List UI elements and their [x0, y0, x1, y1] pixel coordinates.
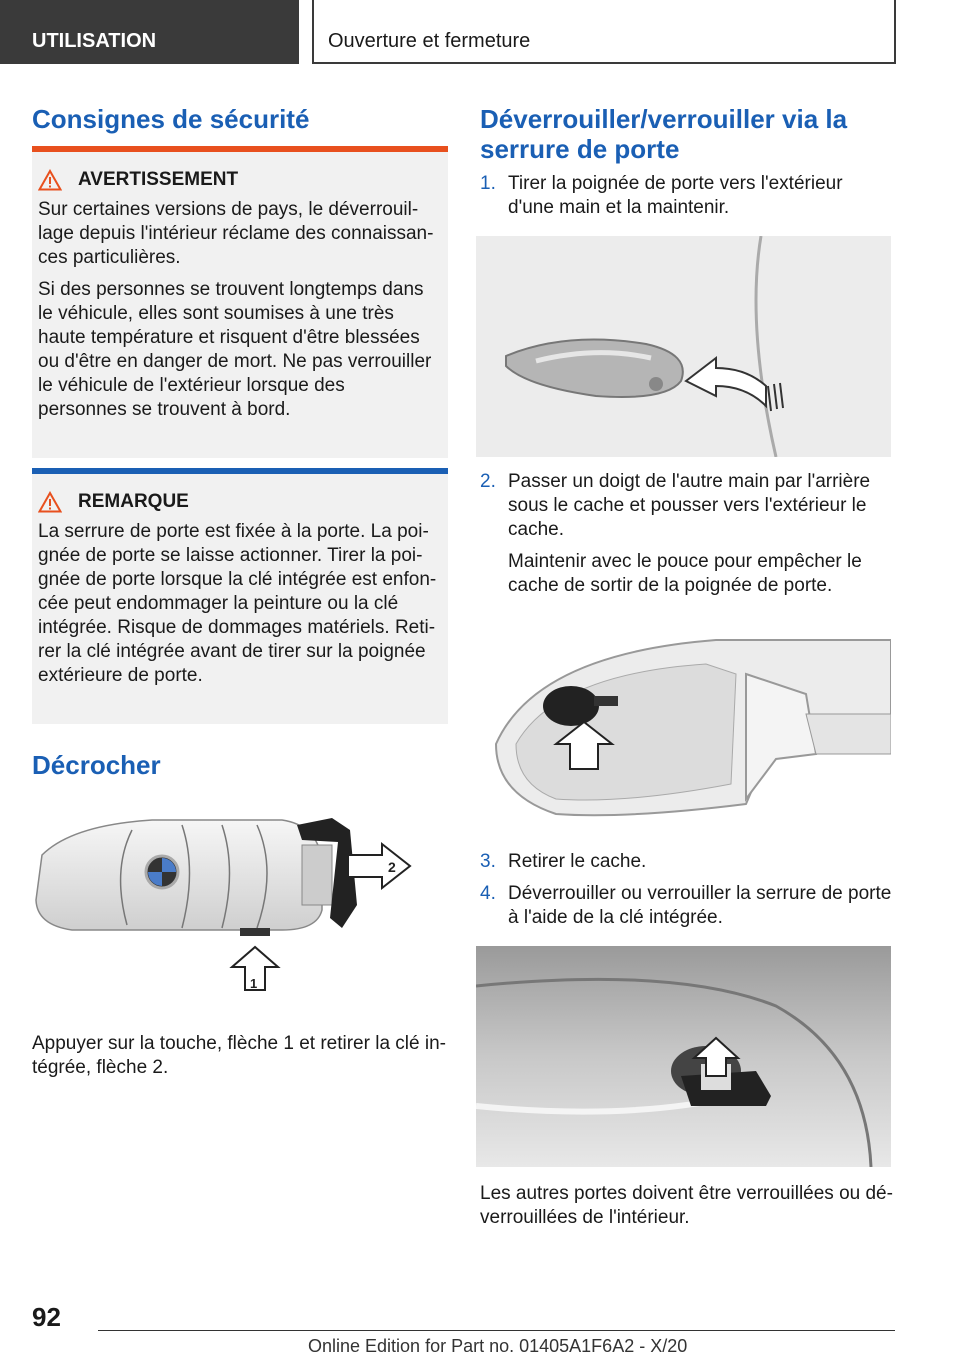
step-1	[480, 172, 892, 228]
footer-edition: Online Edition for Part no. 01405A1F6A2 - X/20	[308, 1336, 688, 1356]
warning-bar	[32, 146, 448, 152]
step-4	[480, 882, 892, 938]
warning-text-1: Sur certaines versions de pays, le déverrouillage depuis l'intérieur réclame des connaissances particulières.	[38, 199, 434, 268]
door-handle-photo	[476, 236, 891, 457]
heading-safety: Consignes de sécurité	[32, 104, 310, 134]
step-number: 4.	[480, 883, 496, 904]
section-tab	[0, 0, 299, 64]
section-title: UTILISATION	[32, 30, 157, 52]
arrow-2-label: 2	[388, 859, 396, 875]
heading-detach: Décrocher	[32, 750, 161, 780]
note-title: REMARQUE	[78, 491, 189, 512]
key-in-lock-photo	[476, 946, 891, 1167]
step-2	[480, 470, 892, 606]
warning-title: AVERTISSEMENT	[78, 169, 239, 190]
detach-caption: Appuyer sur la touche, flèche 1 et retirer la clé intégrée, flèche 2.	[32, 1033, 446, 1078]
warning-triangle-icon	[38, 491, 62, 513]
step-number: 2.	[480, 471, 496, 492]
chapter-tab	[312, 0, 896, 64]
closing-text: Les autres portes doivent être verrouillées ou déverrouillées de l'intérieur.	[480, 1183, 893, 1228]
warning-box	[32, 146, 448, 458]
step-text-2: Maintenir avec le pouce pour empêcher le cache de sortir de la poignée de porte.	[508, 551, 862, 596]
handle-cover-photo	[476, 634, 891, 828]
step-text: Tirer la poignée de porte vers l'extérieur d'une main et la maintenir.	[508, 173, 843, 218]
step-number: 1.	[480, 173, 496, 194]
footer-divider	[98, 1330, 895, 1331]
chapter-title: Ouverture et fermeture	[328, 30, 531, 52]
page-number: 92	[32, 1302, 61, 1332]
step-text: Passer un doigt de l'autre main par l'arrière sous le cache et pousser vers l'extérieur le cache.	[508, 471, 871, 540]
warning-triangle-icon	[38, 169, 62, 191]
step-text: Retirer le cache.	[508, 851, 647, 872]
key-illustration	[32, 800, 448, 1000]
arrow-1-label: 1	[250, 976, 258, 991]
step-number: 3.	[480, 851, 496, 872]
note-text: La serrure de porte est fixée à la porte. La poignée de porte se laisse actionner. Tirer la poignée de porte lorsque la clé intégrée est enfoncée peut endommager la peinture ou la clé intégrée. Risque de dommages matériels. Retirer la clé intégrée avant de tirer sur la poignée extérieure de porte.	[38, 521, 437, 686]
warning-text-2: Si des personnes se trouvent longtemps dans le véhicule, elles sont soumises à une très haute température et risquent d'être blessées ou d'être en danger de mort. Ne pas verrouiller le véhicule de l'extérieur lorsque des personnes se trouvent à bord.	[38, 279, 432, 420]
note-bar	[32, 468, 448, 474]
heading-door-lock: Déverrouiller/verrouiller via la serrure de porte	[480, 104, 848, 164]
step-3	[480, 850, 892, 882]
step-text: Déverrouiller ou verrouiller la serrure de porte à l'aide de la clé intégrée.	[508, 883, 892, 928]
note-box	[32, 468, 448, 724]
